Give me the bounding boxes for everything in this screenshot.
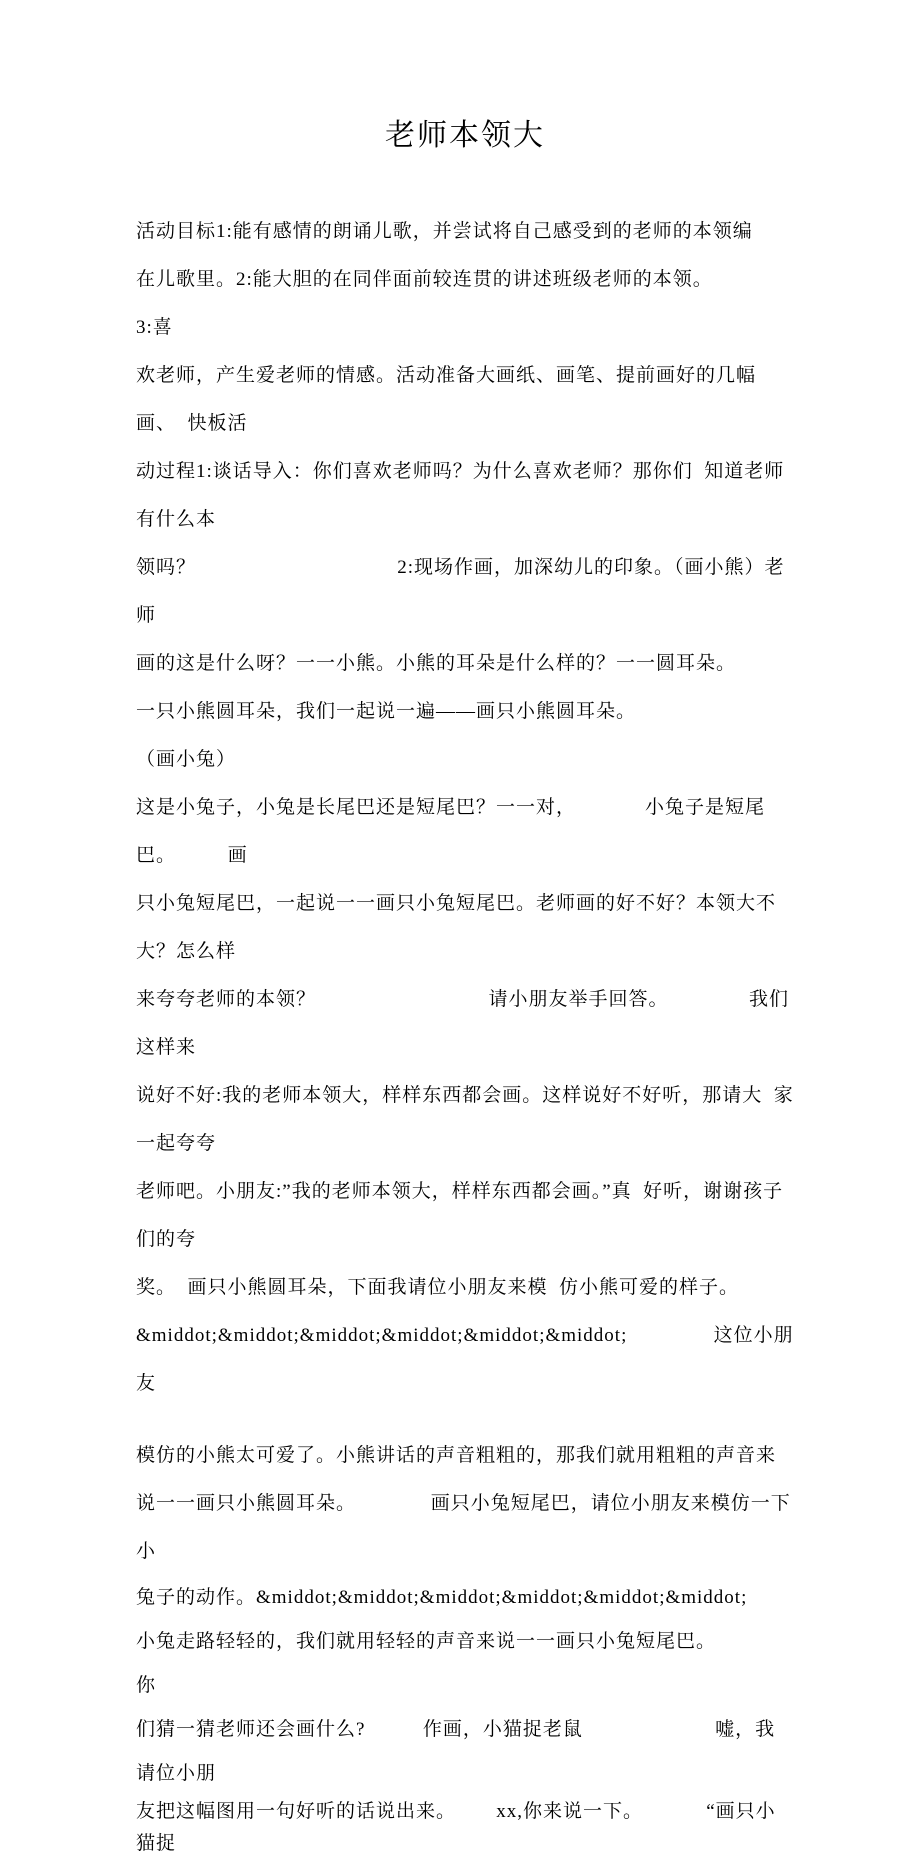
- text-line: 动过程1:谈话导入：你们喜欢老师吗？为什么喜欢老师？那你们 知道老师有什么本: [136, 461, 785, 530]
- text-line: 只小兔短尾巴，一起说一一画只小兔短尾巴。老师画的好不好？本领大不 大？怎么样: [136, 893, 788, 962]
- text-line: 们猜一猜老师还会画什么? 作画，小猫捉老鼠 嘘，我请位小朋: [136, 1719, 776, 1784]
- text-line: 在儿歌里。2:能大胆的在同伴面前较连贯的讲述班级老师的本领。 3:喜: [136, 269, 828, 338]
- text-line: 说一一画只小熊圆耳朵。 画只小兔短尾巴，请位小朋友来模仿一下小: [136, 1493, 791, 1562]
- text-line: 说好不好:我的老师本领大，样样东西都会画。这样说好不好听，那请大 家一起夸夸: [136, 1085, 794, 1154]
- text-line: 一只小熊圆耳朵，我们一起说一遍——画只小熊圆耳朵。 （画小兔）: [136, 701, 803, 770]
- document-title: 老师本领大: [385, 119, 545, 152]
- text-line: 老师吧。小朋友:”我的老师本领大，样样东西都会画。”真 好听，谢谢孩子们的夸: [136, 1181, 784, 1250]
- text-line: 画的这是什么呀？一一小熊。小熊的耳朵是什么样的？一一圆耳朵。: [136, 653, 737, 674]
- text-line: 活动目标1:能有感情的朗诵儿歌，并尝试将自己感受到的老师的本领编: [136, 221, 753, 242]
- text-line: 这是小兔子，小兔是长尾巴还是短尾巴？一一对， 小兔子是短尾巴。 画: [136, 797, 766, 866]
- text-line: &middot;&middot;&middot;&middot;&middot;&middot; 这位小朋友: [136, 1325, 794, 1394]
- text-line: 奖。 画只小熊圆耳朵，下面我请位小朋友来模 仿小熊可爱的样子。: [136, 1277, 740, 1298]
- text-line: 领吗？ 2:现场作画，加深幼儿的印象。（画小熊）老师: [136, 557, 785, 626]
- text-line: 来夸夸老师的本领？ 请小朋友举手回答。 我们这样来: [136, 989, 790, 1058]
- text-line: 欢老师，产生爱老师的情感。活动准备大画纸、画笔、提前画好的几幅画、 快板活: [136, 365, 757, 434]
- text-line: 模仿的小熊太可爱了。小熊讲话的声音粗粗的，那我们就用粗粗的声音来: [136, 1445, 777, 1466]
- text-line: 兔子的动作。&middot;&middot;&middot;&middot;&middot;&middot;: [136, 1587, 748, 1608]
- text-line: 友把这幅图用一句好听的话说出来。 xx,你来说一下。 “画只小猫捉: [136, 1801, 776, 1854]
- text-line: 小兔走路轻轻的，我们就用轻轻的声音来说一一画只小兔短尾巴。 你: [136, 1631, 860, 1696]
